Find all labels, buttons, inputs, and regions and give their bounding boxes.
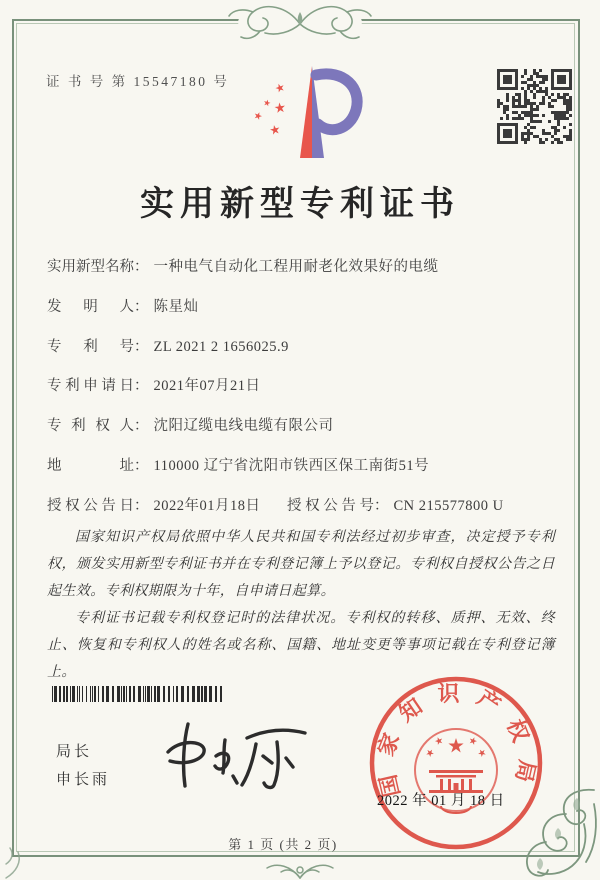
field-row-patent-no <box>47 335 567 375</box>
seal-text: 国家知识产权局 <box>371 681 541 800</box>
grant-announcement-no <box>287 494 504 515</box>
signer-block <box>56 738 110 794</box>
barcode <box>52 686 228 702</box>
field-row-name <box>47 255 567 295</box>
logo-stars <box>253 82 285 135</box>
flourish-leaf <box>298 12 303 25</box>
field-label: 授权公告日 <box>47 497 134 514</box>
legal-paragraph-1: 国家知识产权局依照中华人民共和国专利法经过初步审查，决定授予专利权，颁发实用新型专利证书并在专利登记簿上予以登记。专利权自授权公告之日起生效。专利权期限为十年，自申请日起算。 <box>47 530 555 599</box>
field-label: 专利号 <box>47 338 134 355</box>
legal-paragraph-2: 专利证书记载专利权登记时的法律状况。专利权的转移、质押、无效、终止、恢复和专利权人的姓名或名称、国籍、地址变更等事项记载在专利登记簿上。 <box>47 611 555 680</box>
official-seal <box>367 674 545 852</box>
field-value: ZL 2021 2 1656025.9 <box>153 338 289 355</box>
signer-name: 申长雨 <box>56 771 111 788</box>
legal-text <box>47 524 555 686</box>
certificate-number: 证 书 号 第 15547180 号 <box>46 74 230 89</box>
signer-title: 局长 <box>56 743 93 760</box>
field-label: 授权公告号 <box>287 497 374 514</box>
field-value: 110000 辽宁省沈阳市铁西区保工南街51号 <box>153 457 430 474</box>
field-value: CN 215577800 U <box>393 497 504 514</box>
logo-p-bowl <box>316 74 357 130</box>
field-label: 发明人 <box>47 298 134 315</box>
field-colon: ： <box>134 497 149 514</box>
field-row-inventor <box>47 295 567 335</box>
field-value: 一种电气自动化工程用耐老化效果好的电缆 <box>153 259 439 275</box>
field-value: 2022年01月18日 <box>153 497 261 514</box>
patent-fields <box>47 255 567 534</box>
field-label: 实用新型名称 <box>47 259 134 275</box>
field-row-address <box>47 454 567 494</box>
field-value: 陈星灿 <box>153 298 199 315</box>
page-footer: 第 1 页 (共 2 页) <box>228 837 338 852</box>
field-label: 地址 <box>47 457 134 474</box>
issue-date: 2022 年 01 月 18 日 <box>377 793 505 809</box>
bottom-flourish-ornament <box>257 856 343 880</box>
field-colon: ： <box>134 259 149 275</box>
certificate-title: 实用新型专利证书 <box>140 186 460 223</box>
cnipa-logo <box>250 62 370 164</box>
field-colon: ： <box>134 457 149 474</box>
field-label: 专利申请日 <box>47 378 134 395</box>
field-colon: ： <box>134 378 149 395</box>
field-colon: ： <box>134 298 149 315</box>
field-colon: ： <box>374 497 389 514</box>
logo-red-wedge <box>300 66 312 158</box>
top-flourish-ornament <box>203 0 397 48</box>
handwritten-signature <box>155 716 315 798</box>
field-value: 沈阳辽缆电线电缆有限公司 <box>153 418 334 435</box>
field-value: 2021年07月21日 <box>153 378 261 395</box>
field-label: 专利权人 <box>47 418 134 435</box>
qr-code <box>497 69 573 145</box>
field-colon: ： <box>134 418 149 435</box>
field-colon: ： <box>134 338 149 355</box>
field-row-filing-date <box>47 374 567 414</box>
field-row-patentee <box>47 414 567 454</box>
